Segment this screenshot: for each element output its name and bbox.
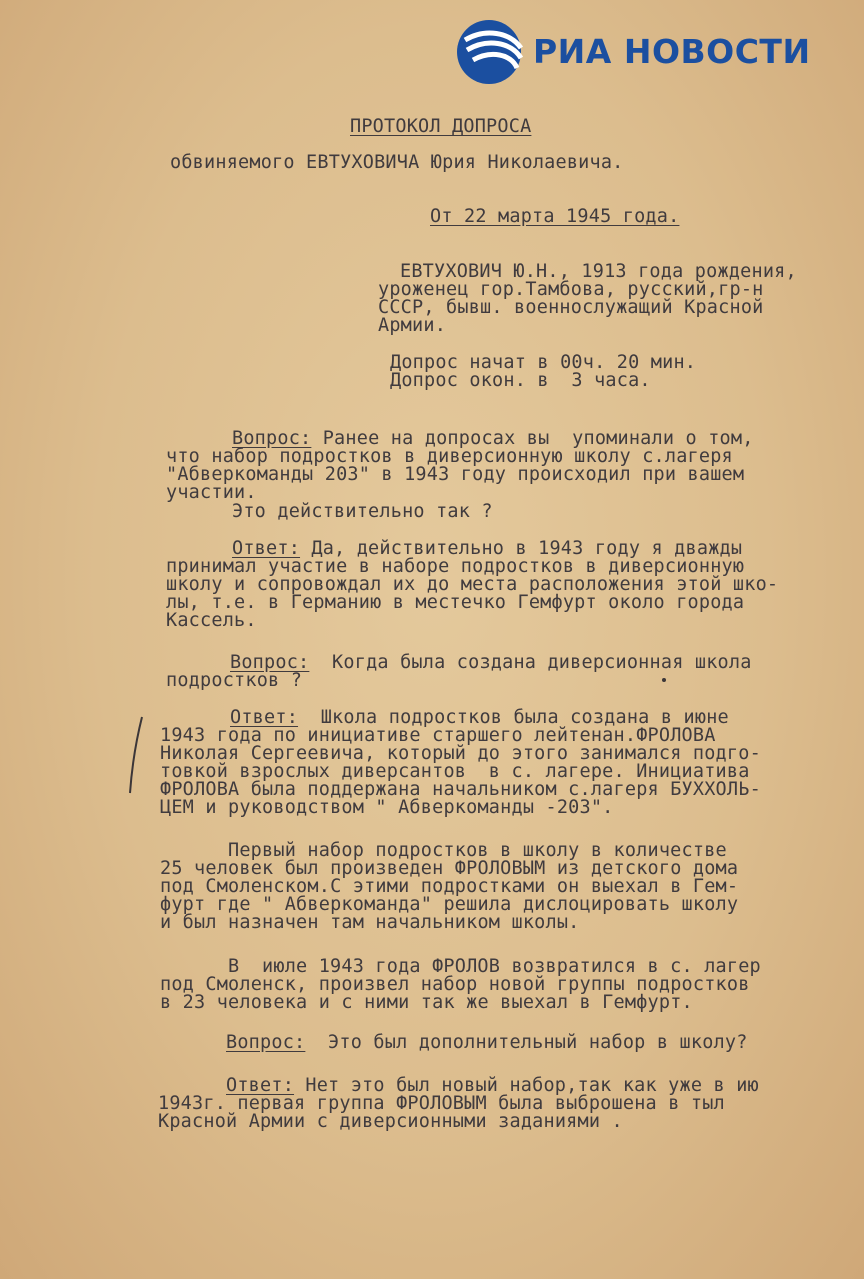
answer-2-line: Николая Сергеевича, который до этого занимался подго- — [160, 743, 761, 764]
question-3-line — [226, 1034, 748, 1052]
question-1-line: что набор подростков в диверсионную школу с.лагеря — [166, 446, 733, 467]
paragraph-2-line: В июле 1943 года ФРОЛОВ возвратился в с. лагер — [228, 956, 761, 977]
answer-1-text: Да, действительно в 1943 году я дважды — [300, 538, 743, 559]
document-subtitle: обвиняемого ЕВТУХОВИЧА Юрия Николаевича. — [170, 152, 624, 173]
answer-1-line: Кассель. — [166, 610, 257, 631]
person-line: уроженец гор.Тамбова, русский,гр-н — [378, 279, 764, 300]
ria-novosti-sphere-icon — [455, 18, 523, 86]
question-1-text: Ранее на допросах вы упоминали о том, — [311, 428, 754, 449]
ria-novosti-logo — [455, 18, 855, 88]
question-2-line: подростков ? — [166, 670, 303, 691]
answer-3-text: Нет это был новый набор,так как уже в ию — [294, 1075, 759, 1096]
margin-pen-mark — [120, 715, 150, 795]
question-2-first-line — [230, 654, 752, 672]
ria-novosti-logo-text: РИА НОВОСТИ — [533, 32, 811, 71]
question-label: Вопрос: — [230, 652, 310, 673]
answer-2-line: товкой взрослых диверсантов в с. лагере. Инициатива — [160, 761, 750, 782]
paragraph-1-line: 25 человек был произведен ФРОЛОВЫМ из детского дома — [160, 858, 739, 879]
question-1-line: Это действительно так ? — [232, 501, 493, 522]
answer-1-line: школу и сопровождал их до места расположения этой шко- — [166, 574, 779, 595]
answer-3-line: Красной Армии с диверсионными заданиями . — [158, 1111, 623, 1132]
document-date: От 22 марта 1945 года. — [430, 206, 680, 227]
answer-label: Ответ: — [230, 707, 299, 728]
answer-2-line: ЦЕМ и руководством " Абверкоманды -203". — [160, 797, 614, 818]
question-label: Вопрос: — [232, 428, 312, 449]
question-2-text: Когда была создана диверсионная школа — [309, 652, 752, 673]
question-1-line: участии. — [166, 482, 257, 503]
answer-2-text: Школа подростков была создана в июне — [298, 707, 729, 728]
person-line: СССР, бывш. военнослужащий Красной — [378, 297, 764, 318]
question-label: Вопрос: — [226, 1032, 306, 1053]
paragraph-2-line: под Смоленск, произвел набор новой группы подростков — [160, 974, 750, 995]
answer-label: Ответ: — [226, 1075, 295, 1096]
interrogation-end: Допрос окон. в 3 часа. — [390, 370, 651, 391]
answer-3-line: 1943г. первая группа ФРОЛОВЫМ была выброшена в тыл — [158, 1093, 725, 1114]
paragraph-2-line: в 23 человека и с ними так же выехал в Гемфурт. — [160, 992, 693, 1013]
paragraph-1-line: и был назначен там начальником школы. — [160, 912, 580, 933]
person-line: Армии. — [378, 315, 447, 336]
answer-2-line: ФРОЛОВА была поддержана начальником с.лагеря БУХХОЛЬ- — [160, 779, 761, 800]
paragraph-1-line: под Смоленском.С этими подростками он выехал в Гем- — [160, 876, 739, 897]
paragraph-1-line: Первый набор подростков в школу в количестве — [228, 840, 727, 861]
person-line: ЕВТУХОВИЧ Ю.Н., 1913 года рождения, — [400, 261, 797, 282]
ink-dot — [662, 678, 666, 682]
answer-label: Ответ: — [232, 538, 301, 559]
document-title: ПРОТОКОЛ ДОПРОСА — [350, 116, 532, 137]
interrogation-start: Допрос начат в 00ч. 20 мин. — [390, 352, 697, 373]
answer-1-line: лы, т.е. в Германию в местечко Гемфурт около города — [166, 592, 745, 613]
question-1-line: "Абверкоманды 203" в 1943 году происходил при вашем — [166, 464, 745, 485]
answer-2-line: 1943 года по инициативе старшего лейтенан.ФРОЛОВА — [160, 725, 716, 746]
paragraph-1-line: фурт где " Абверкоманда" решила дислоцировать школу — [160, 894, 739, 915]
answer-1-line: принимал участие в наборе подростков в диверсионную — [166, 556, 745, 577]
question-3-text: Это был дополнительный набор в школу? — [305, 1032, 748, 1053]
